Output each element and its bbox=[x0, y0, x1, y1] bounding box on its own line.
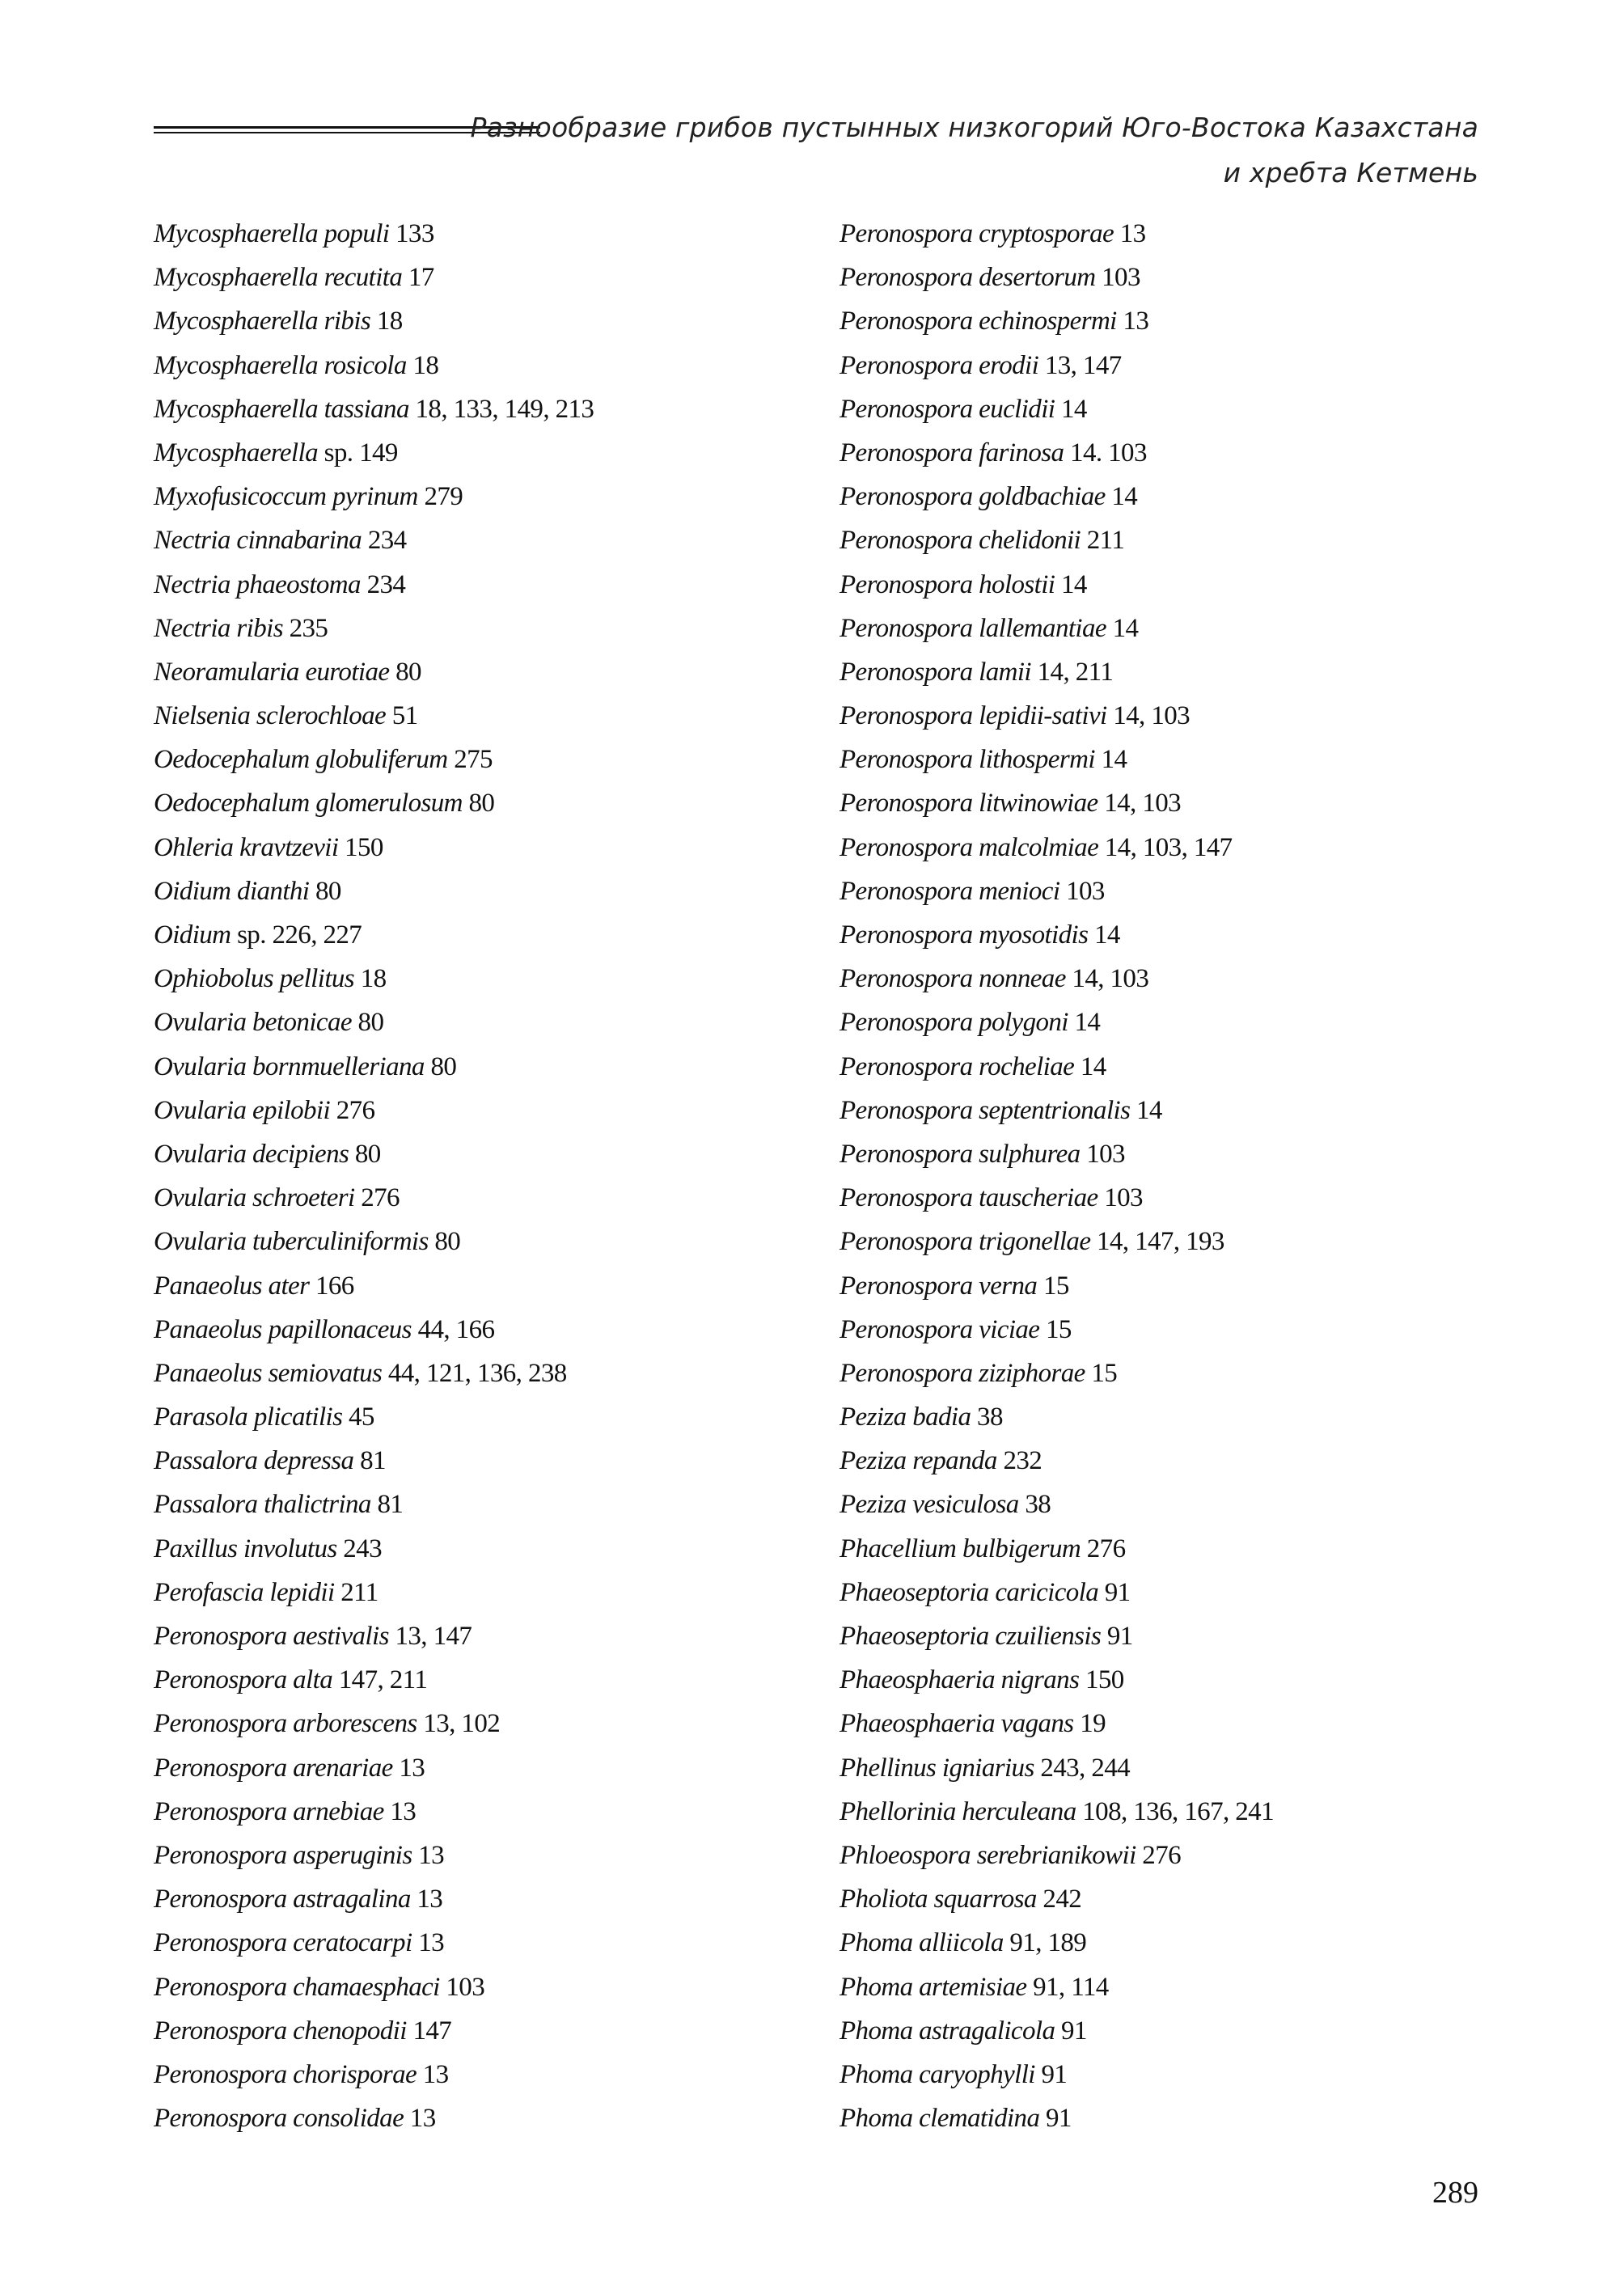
index-entry bbox=[154, 518, 817, 562]
page-number: 289 bbox=[1432, 2176, 1478, 2210]
index-entry bbox=[154, 2053, 817, 2096]
page-references: 103 bbox=[1104, 1183, 1143, 1213]
index-entry bbox=[154, 1483, 817, 1526]
page-references: 14, 103 bbox=[1104, 789, 1182, 819]
taxon-name: Peronospora tauscheriae bbox=[839, 1183, 1098, 1213]
page-references: 147, 211 bbox=[338, 1665, 428, 1695]
taxon-name: Myxofusicoccum pyrinum bbox=[154, 482, 418, 512]
page-references: 91, 189 bbox=[1009, 1928, 1087, 1958]
page-references: 211 bbox=[1086, 526, 1125, 556]
index-entry bbox=[839, 1352, 1503, 1395]
index-entry bbox=[839, 2009, 1503, 2053]
taxon-name: Peronospora menioci bbox=[839, 876, 1060, 906]
running-header-line-1: Разнообразие грибов пустынных низкогорий Юго-Востока Казахстана bbox=[470, 112, 1478, 143]
taxon-name: Pholiota squarrosa bbox=[839, 1885, 1037, 1914]
page-references: 80 bbox=[357, 1008, 384, 1038]
taxon-name: Panaeolus ater bbox=[154, 1271, 310, 1301]
page-references: 103 bbox=[1066, 876, 1105, 906]
taxon-name: Peziza repanda bbox=[839, 1446, 997, 1476]
index-entry bbox=[839, 1176, 1503, 1220]
taxon-name: Panaeolus semiovatus bbox=[154, 1358, 383, 1388]
index-entry bbox=[839, 1308, 1503, 1352]
taxon-name: Peronospora polygoni bbox=[839, 1008, 1068, 1038]
index-entry bbox=[154, 1176, 817, 1220]
taxon-name: Phloeospora serebrianikowii bbox=[839, 1840, 1136, 1870]
page-references: 80 bbox=[395, 657, 421, 687]
running-header-line-2: и хребта Кетмень bbox=[1223, 157, 1478, 188]
index-entry bbox=[154, 1045, 817, 1089]
index-entry bbox=[839, 212, 1503, 256]
page-references: 80 bbox=[354, 1139, 381, 1169]
page-references: 14 bbox=[1093, 920, 1120, 950]
index-entry bbox=[839, 1045, 1503, 1089]
taxon-name: Peronospora viciae bbox=[839, 1314, 1040, 1344]
page-references: 14 bbox=[1061, 569, 1087, 599]
index-entry bbox=[154, 256, 817, 299]
page-references: 91 bbox=[1104, 1577, 1131, 1607]
page-references: 14, 147, 193 bbox=[1097, 1227, 1224, 1257]
page-references: 13 bbox=[417, 1885, 443, 1914]
taxon-name: Peronospora holostii bbox=[839, 569, 1055, 599]
index-entry bbox=[154, 299, 817, 343]
taxon-name: Peronospora euclidii bbox=[839, 394, 1055, 424]
taxon-name: Peronospora farinosa bbox=[839, 438, 1064, 467]
index-entry bbox=[154, 1132, 817, 1176]
taxon-name: Nectria phaeostoma bbox=[154, 569, 361, 599]
page-references: 38 bbox=[1025, 1490, 1051, 1520]
taxon-name: Peronospora nonneae bbox=[839, 964, 1066, 994]
index-entry bbox=[839, 1001, 1503, 1044]
page-references: 80 bbox=[468, 789, 495, 819]
index-entry bbox=[839, 957, 1503, 1001]
index-entry bbox=[839, 1483, 1503, 1526]
page-references: 276 bbox=[336, 1095, 375, 1125]
page-references: 18, 133, 149, 213 bbox=[415, 394, 594, 424]
taxon-name: Peronospora sulphurea bbox=[839, 1139, 1081, 1169]
index-entry bbox=[839, 1965, 1503, 2009]
index-entry bbox=[154, 1439, 817, 1483]
page-references: 13 bbox=[399, 1753, 425, 1783]
taxon-name: Oedocephalum globuliferum bbox=[154, 745, 448, 775]
taxon-name: Peronospora chelidonii bbox=[839, 526, 1081, 556]
index-entry bbox=[839, 387, 1503, 431]
taxon-name: Oidium bbox=[154, 920, 231, 950]
index-entry bbox=[839, 913, 1503, 957]
taxon-name: Ovularia schroeteri bbox=[154, 1183, 355, 1213]
index-entry bbox=[154, 1571, 817, 1614]
taxon-name: Nielsenia sclerochloae bbox=[154, 701, 387, 731]
taxon-name: Peronospora alta bbox=[154, 1665, 333, 1695]
page-references: 91 bbox=[1061, 2016, 1087, 2046]
page-references: 279 bbox=[424, 482, 463, 512]
index-column-right bbox=[839, 212, 1503, 2140]
page-references: 103 bbox=[1086, 1139, 1125, 1169]
index-entry bbox=[839, 1527, 1503, 1571]
page-references: 242 bbox=[1042, 1885, 1082, 1914]
page-references: 81 bbox=[377, 1490, 404, 1520]
index-entry bbox=[839, 1834, 1503, 1877]
page-references: 235 bbox=[289, 613, 328, 643]
index-entry bbox=[154, 1834, 817, 1877]
taxon-name: Peronospora lamii bbox=[839, 657, 1031, 687]
index-entry bbox=[154, 1001, 817, 1044]
taxon-name: Ophiobolus pellitus bbox=[154, 964, 355, 994]
index-entry bbox=[154, 1395, 817, 1439]
index-entry bbox=[154, 212, 817, 256]
page-references: sp. 149 bbox=[324, 438, 398, 467]
page-references: 14 bbox=[1111, 482, 1138, 512]
page-references: 14 bbox=[1060, 394, 1087, 424]
taxon-name: Ovularia decipiens bbox=[154, 1139, 349, 1169]
taxon-name: Mycosphaerella tassiana bbox=[154, 394, 409, 424]
taxon-name: Ovularia tuberculiniformis bbox=[154, 1227, 429, 1257]
page-references: 13 bbox=[422, 2059, 449, 2089]
taxon-name: Mycosphaerella ribis bbox=[154, 307, 371, 336]
index-entry bbox=[154, 1877, 817, 1921]
page-references: 14, 103 bbox=[1072, 964, 1149, 994]
taxon-name: Neoramularia eurotiae bbox=[154, 657, 390, 687]
index-entry bbox=[154, 607, 817, 650]
page-references: 276 bbox=[1142, 1840, 1181, 1870]
taxon-name: Peronospora consolidae bbox=[154, 2104, 404, 2134]
page-references: 232 bbox=[1003, 1446, 1042, 1476]
index-entry bbox=[839, 650, 1503, 694]
index-entry bbox=[154, 1702, 817, 1745]
page-references: 13 bbox=[1123, 307, 1149, 336]
page-references: 14, 103, 147 bbox=[1104, 832, 1233, 862]
page-references: 44, 166 bbox=[417, 1314, 495, 1344]
page-references: 103 bbox=[1102, 263, 1140, 293]
page-references: 147 bbox=[412, 2016, 452, 2046]
page-references: 13 bbox=[418, 1840, 445, 1870]
taxon-name: Peronospora ziziphorae bbox=[839, 1358, 1085, 1388]
page-references: 44, 121, 136, 238 bbox=[387, 1358, 567, 1388]
page-references: 91 bbox=[1041, 2059, 1068, 2089]
taxon-name: Peronospora septentrionalis bbox=[839, 1095, 1131, 1125]
taxon-name: Peronospora arenariae bbox=[154, 1753, 393, 1783]
taxon-name: Oedocephalum glomerulosum bbox=[154, 789, 463, 819]
taxon-name: Peronospora rocheliae bbox=[839, 1051, 1075, 1081]
taxon-name: Mycosphaerella bbox=[154, 438, 318, 467]
index-entry bbox=[154, 431, 817, 475]
index-entry bbox=[154, 957, 817, 1001]
taxon-name: Perofascia lepidii bbox=[154, 1577, 335, 1607]
taxon-name: Ovularia bornmuelleriana bbox=[154, 1051, 425, 1081]
index-entry bbox=[154, 1921, 817, 1965]
page-references: 211 bbox=[340, 1577, 379, 1607]
taxon-name: Phaeosphaeria nigrans bbox=[839, 1665, 1080, 1695]
page-references: 19 bbox=[1080, 1709, 1106, 1739]
index-entry bbox=[839, 1220, 1503, 1263]
taxon-name: Peronospora lithospermi bbox=[839, 745, 1095, 775]
page-references: 15 bbox=[1046, 1314, 1072, 1344]
taxon-name: Paxillus involutus bbox=[154, 1534, 337, 1563]
index-entry bbox=[839, 738, 1503, 781]
index-entry bbox=[154, 475, 817, 518]
taxon-name: Oidium dianthi bbox=[154, 876, 310, 906]
page-references: 14, 103 bbox=[1113, 701, 1191, 731]
page-references: 150 bbox=[345, 832, 383, 862]
page-references: 91 bbox=[1046, 2104, 1072, 2134]
page-references: 150 bbox=[1085, 1665, 1124, 1695]
index-entry bbox=[839, 344, 1503, 387]
index-entry bbox=[839, 518, 1503, 562]
index-entry bbox=[839, 1702, 1503, 1745]
index-entry bbox=[154, 738, 817, 781]
page-references: 13 bbox=[390, 1796, 417, 1826]
index-entry bbox=[839, 1614, 1503, 1658]
taxon-name: Phoma artemisiae bbox=[839, 1972, 1027, 2002]
taxon-name: Passalora thalictrina bbox=[154, 1490, 371, 1520]
index-entry bbox=[839, 1439, 1503, 1483]
taxon-name: Passalora depressa bbox=[154, 1446, 354, 1476]
taxon-name: Ohleria kravtzevii bbox=[154, 832, 339, 862]
page-references: 15 bbox=[1042, 1271, 1069, 1301]
taxon-name: Peronospora erodii bbox=[839, 350, 1039, 380]
taxon-name: Peziza badia bbox=[839, 1402, 971, 1432]
index-entry bbox=[839, 1658, 1503, 1702]
index-entry bbox=[154, 869, 817, 913]
page-references: 14 bbox=[1136, 1095, 1162, 1125]
taxon-name: Phoma clematidina bbox=[839, 2104, 1040, 2134]
index-entry bbox=[154, 387, 817, 431]
page-references: 103 bbox=[446, 1972, 485, 2002]
index-entry bbox=[154, 1264, 817, 1308]
index-entry bbox=[839, 1746, 1503, 1790]
index-entry bbox=[154, 1089, 817, 1132]
running-header bbox=[471, 105, 1478, 196]
index-entry bbox=[154, 1746, 817, 1790]
page-references: 17 bbox=[408, 263, 434, 293]
page-references: 13 bbox=[418, 1928, 444, 1958]
index-entry bbox=[839, 299, 1503, 343]
index-entry bbox=[839, 781, 1503, 825]
index-entry bbox=[839, 1921, 1503, 1965]
index-entry bbox=[154, 1352, 817, 1395]
page-references: 14 bbox=[1101, 745, 1127, 775]
page-references: 91 bbox=[1106, 1622, 1133, 1651]
index-entry bbox=[154, 563, 817, 607]
index-entry bbox=[839, 869, 1503, 913]
page-references: 80 bbox=[315, 876, 341, 906]
page-references: 80 bbox=[434, 1227, 461, 1257]
page-references: 14. 103 bbox=[1070, 438, 1147, 467]
taxon-name: Peronospora lallemantiae bbox=[839, 613, 1106, 643]
index-entry bbox=[154, 2009, 817, 2053]
taxon-name: Phellinus igniarius bbox=[839, 1753, 1034, 1783]
page-references: 234 bbox=[367, 526, 407, 556]
taxon-name: Peronospora goldbachiae bbox=[839, 482, 1106, 512]
taxon-name: Peronospora asperuginis bbox=[154, 1840, 412, 1870]
page-references: 14 bbox=[1080, 1051, 1106, 1081]
page-references: 14, 211 bbox=[1037, 657, 1114, 687]
index-entry bbox=[154, 1658, 817, 1702]
index-entry bbox=[839, 694, 1503, 738]
index-entry bbox=[154, 1527, 817, 1571]
page-references: 243, 244 bbox=[1040, 1753, 1131, 1783]
index-entry bbox=[154, 650, 817, 694]
index-entry bbox=[154, 694, 817, 738]
index-entry bbox=[839, 2096, 1503, 2140]
index-entry bbox=[839, 2053, 1503, 2096]
index-entry bbox=[839, 1264, 1503, 1308]
index-entry bbox=[839, 475, 1503, 518]
taxon-name: Parasola plicatilis bbox=[154, 1402, 343, 1432]
index-entry bbox=[154, 1790, 817, 1834]
page-references: 80 bbox=[430, 1051, 457, 1081]
taxon-name: Peronospora aestivalis bbox=[154, 1622, 389, 1651]
taxon-name: Phellorinia herculeana bbox=[839, 1796, 1076, 1826]
index-entry bbox=[839, 1790, 1503, 1834]
index-entry bbox=[839, 607, 1503, 650]
index-entry bbox=[154, 826, 817, 869]
taxon-name: Peronospora astragalina bbox=[154, 1885, 411, 1914]
taxon-name: Phoma caryophylli bbox=[839, 2059, 1035, 2089]
index-entry bbox=[839, 1571, 1503, 1614]
page-references: 18 bbox=[360, 964, 387, 994]
page-references: 14 bbox=[1074, 1008, 1101, 1038]
taxon-name: Peronospora echinospermi bbox=[839, 307, 1117, 336]
page-references: 91, 114 bbox=[1033, 1972, 1109, 2002]
index-entry bbox=[839, 1877, 1503, 1921]
page-references: sp. 226, 227 bbox=[237, 920, 362, 950]
taxon-name: Peronospora cryptosporae bbox=[839, 219, 1114, 248]
index-entry bbox=[839, 431, 1503, 475]
page-references: 15 bbox=[1091, 1358, 1118, 1388]
index-entry bbox=[154, 2096, 817, 2140]
page-references: 13, 147 bbox=[395, 1622, 472, 1651]
taxon-name: Peronospora malcolmiae bbox=[839, 832, 1099, 862]
taxon-name: Peronospora ceratocarpi bbox=[154, 1928, 412, 1958]
index-entry bbox=[154, 913, 817, 957]
taxon-name: Peronospora myosotidis bbox=[839, 920, 1089, 950]
page-references: 108, 136, 167, 241 bbox=[1082, 1796, 1274, 1826]
index-entry bbox=[154, 781, 817, 825]
taxon-name: Peronospora chorisporae bbox=[154, 2059, 417, 2089]
index-entry bbox=[154, 1220, 817, 1263]
page-references: 18 bbox=[376, 307, 403, 336]
taxon-name: Phaeoseptoria caricicola bbox=[839, 1577, 1099, 1607]
taxon-name: Peronospora arnebiae bbox=[154, 1796, 384, 1826]
taxon-name: Phaeoseptoria czuiliensis bbox=[839, 1622, 1102, 1651]
taxon-name: Ovularia epilobii bbox=[154, 1095, 331, 1125]
index-column-left bbox=[154, 212, 817, 2140]
index-entry bbox=[839, 563, 1503, 607]
taxon-name: Ovularia betonicae bbox=[154, 1008, 352, 1038]
index-entry bbox=[839, 1395, 1503, 1439]
taxon-name: Mycosphaerella populi bbox=[154, 219, 390, 248]
taxon-name: Peronospora chamaesphaci bbox=[154, 1972, 440, 2002]
taxon-name: Peronospora verna bbox=[839, 1271, 1038, 1301]
index-entry bbox=[839, 256, 1503, 299]
index-entry bbox=[839, 826, 1503, 869]
index-entry bbox=[154, 1965, 817, 2009]
taxon-name: Peronospora lepidii-sativi bbox=[839, 701, 1107, 731]
page-references: 13 bbox=[409, 2104, 436, 2134]
index-entry bbox=[154, 1308, 817, 1352]
taxon-name: Mycosphaerella recutita bbox=[154, 263, 403, 293]
taxon-name: Peronospora arborescens bbox=[154, 1709, 417, 1739]
taxon-name: Phaeosphaeria vagans bbox=[839, 1709, 1074, 1739]
index-entry bbox=[154, 1614, 817, 1658]
index-entry bbox=[839, 1132, 1503, 1176]
taxon-name: Peronospora trigonellae bbox=[839, 1227, 1091, 1257]
taxon-name: Peronospora litwinowiae bbox=[839, 789, 1098, 819]
taxon-name: Nectria ribis bbox=[154, 613, 283, 643]
taxon-name: Phacellium bulbigerum bbox=[839, 1534, 1081, 1563]
taxon-name: Peziza vesiculosa bbox=[839, 1490, 1019, 1520]
taxon-name: Nectria cinnabarina bbox=[154, 526, 362, 556]
page-references: 275 bbox=[454, 745, 493, 775]
page-references: 13, 147 bbox=[1044, 350, 1122, 380]
page-references: 51 bbox=[391, 701, 418, 731]
page-references: 14 bbox=[1112, 613, 1139, 643]
page-references: 243 bbox=[343, 1534, 382, 1563]
page-references: 13 bbox=[1119, 219, 1146, 248]
page-references: 45 bbox=[349, 1402, 374, 1432]
page-references: 81 bbox=[360, 1446, 386, 1476]
taxon-name: Panaeolus papillonaceus bbox=[154, 1314, 412, 1344]
page-references: 166 bbox=[315, 1271, 354, 1301]
taxon-name: Peronospora desertorum bbox=[839, 263, 1096, 293]
page-references: 276 bbox=[1086, 1534, 1126, 1563]
page-references: 18 bbox=[412, 350, 439, 380]
taxon-name: Peronospora chenopodii bbox=[154, 2016, 407, 2046]
taxon-name: Phoma astragalicola bbox=[839, 2016, 1055, 2046]
page-references: 234 bbox=[366, 569, 406, 599]
page-references: 276 bbox=[361, 1183, 400, 1213]
taxon-name: Phoma alliicola bbox=[839, 1928, 1004, 1958]
page-references: 13, 102 bbox=[423, 1709, 501, 1739]
page-references: 133 bbox=[395, 219, 434, 248]
taxon-name: Mycosphaerella rosicola bbox=[154, 350, 407, 380]
index-entry bbox=[839, 1089, 1503, 1132]
page-references: 38 bbox=[977, 1402, 1003, 1432]
index-entry bbox=[154, 344, 817, 387]
